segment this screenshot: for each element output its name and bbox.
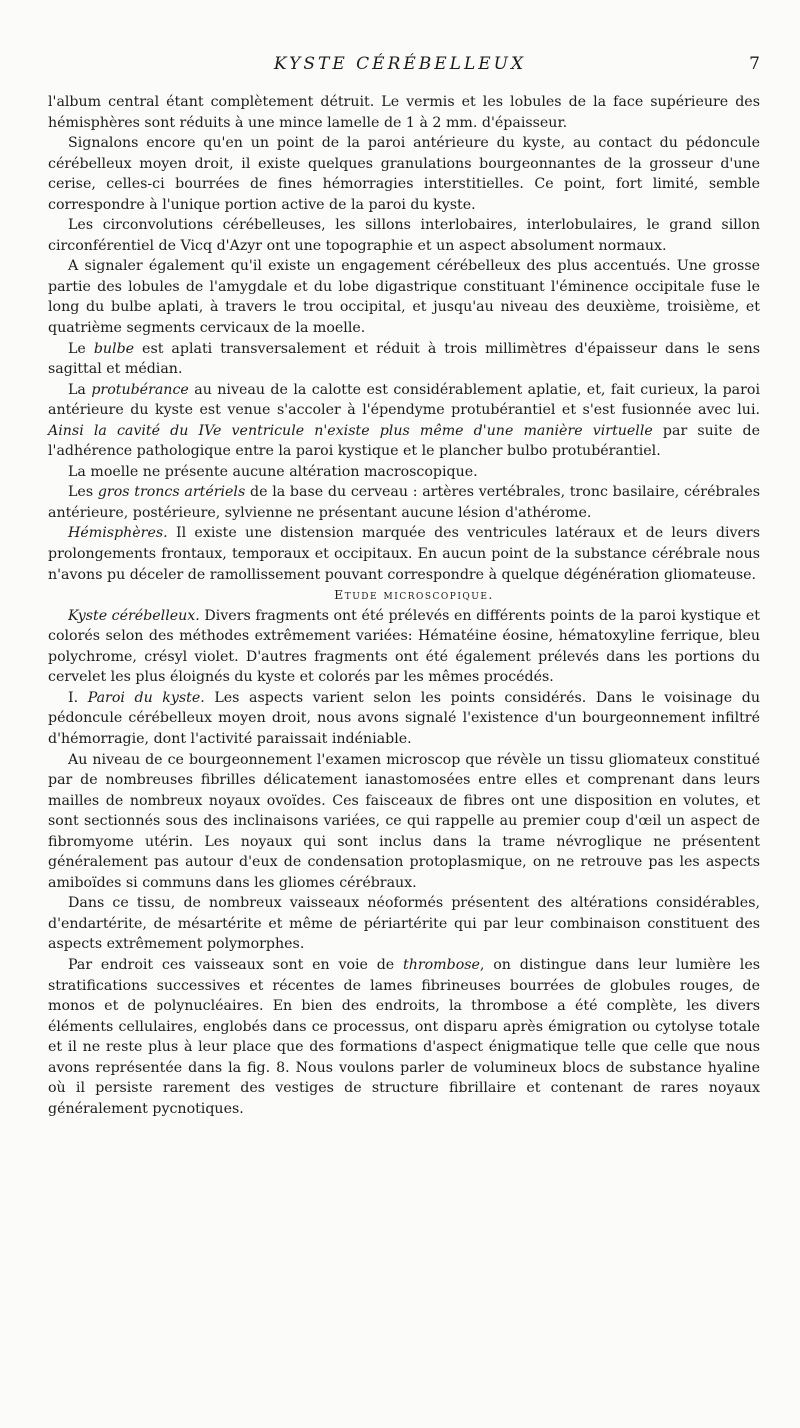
text-run: Divers fragments ont été prélevés en différents points de la paroi kystique et colorés selon des méthodes extrêmement variées: Hématéine éosine, hématoxyline ferrique, bleu polychrome, crésyl violet. D'autres fragments ont été également prélevés dans les portions du cervelet les plus éloignés du kyste et colorés par les mêmes procédés. — [48, 607, 760, 686]
text-run: au niveau de la calotte est considérablement aplatie, et, fait curieux, la paroi antérieure du kyste est venue s'accoler à l'épendyme protubérantiel et s'est fusionnée avec lui. — [48, 381, 760, 419]
paragraph: Dans ce tissu, de nombreux vaisseaux néoformés présentent des altérations considérables, d'endartérite, de mésartérite et même de périartérite qui par leur combinaison constituent des aspects extrêmement polymorphes. — [48, 895, 760, 953]
paragraph — [48, 523, 760, 585]
text-run: Le — [68, 340, 94, 357]
paragraph — [48, 688, 760, 750]
text-run: est aplati transversalement et réduit à trois millimètres d'épaisseur dans le sens sagittal et médian. — [48, 340, 760, 378]
paragraph: A signaler également qu'il existe un engagement cérébelleux des plus accentués. Une grosse partie des lobules de l'amygdale et du lobe digastrique constituant l'éminence occipitale fuse le long du bulbe aplati, à travers le trou occipital, et jusqu'au niveau des deuxième, troisième, et quatrième segments cervicaux de la moelle. — [48, 258, 760, 337]
paragraph: La moelle ne présente aucune altération macroscopique. — [68, 463, 478, 480]
text-run: Les aspects varient selon les points considérés. Dans le voisinage du pédoncule cérébelleux moyen droit, nous avons signalé l'existence d'un bourgeonnement infiltré d'hémorragie, dont l'activité paraissait indéniable. — [48, 689, 760, 747]
paragraph — [48, 606, 760, 688]
paragraph — [48, 482, 760, 523]
text-run: de la base du cerveau : artères vertébrales, tronc basilaire, cérébrales antérieure, postérieure, sylvienne ne présentant aucune lésion d'athérome. — [48, 484, 761, 521]
italic-term: Hémisphères. — [68, 525, 168, 542]
paragraph — [48, 955, 760, 1119]
running-title: KYSTE CÉRÉBELLEUX — [273, 54, 527, 74]
page-number: 7 — [749, 54, 760, 74]
italic-term: thrombose — [403, 956, 480, 973]
italic-term: bulbe — [93, 340, 135, 357]
paragraph: l'album central étant complètement détruit. Le vermis et les lobules de la face supérieure des hémisphères sont réduits à une mince lamelle de 1 à 2 mm. d'épaisseur. — [48, 94, 760, 131]
text-run: Par endroit ces vaisseaux sont en voie de — [68, 956, 403, 973]
paragraph — [48, 339, 760, 380]
text-run: , on distingue dans leur lumière les stratifications successives et récentes de lames fibrineuses bourrées de globules rouges, de monos et de polynucléaires. En bien des endroits, la thrombose a été complète, les divers éléments cellulaires, englobés dans ce processus, ont disparu après émigration ou cytolyse totale et il ne reste plus à leur place que des formations d'aspect énigmatique telle que celle que nous avons représentée dans la fig. 8. Nous voulons parler de volumineux blocs de substance hyaline où il persiste rarement des vestiges de structure fibrillaire et contenant de rares noyaux généralement pycnotiques. — [48, 956, 761, 1117]
italic-term: Kyste cérébelleux. — [68, 607, 200, 624]
paragraph: Les circonvolutions cérébelleuses, les sillons interlobaires, interlobulaires, le grand sillon circonférentiel de Vicq d'Azyr ont une topographie et un aspect absolument normaux. — [48, 217, 760, 254]
text-run: Il existe une distension marquée des ventricules latéraux et de leurs divers prolongements frontaux, temporaux et occipitaux. En aucun point de la substance cérébrale nous n'avons pu déceler de ramollissement pouvant correspondre à quelque dégénération gliomateuse. — [48, 525, 760, 583]
section-title: Etude microscopique. — [334, 587, 494, 603]
paragraph — [48, 380, 760, 462]
text-run: I. — [68, 689, 88, 706]
text-run: La — [68, 381, 92, 398]
italic-term: gros troncs artériels — [97, 484, 246, 501]
paragraph: Signalons encore qu'en un point de la paroi antérieure du kyste, au contact du pédoncule cérébelleux moyen droit, il existe quelques granulations bourgeonnantes de la grosseur d'une cerise, celles-ci bourrées de fines hémorragies interstitielles. Ce point, fort limité, semble correspondre à l'unique portion active de la paroi du kyste. — [48, 135, 760, 213]
text-run: Les — [68, 484, 98, 501]
italic-term: protubérance — [91, 381, 189, 398]
text-run: par suite de l'adhérence pathologique entre la paroi kystique et le plancher bulbo protubérantiel. — [48, 422, 760, 460]
paragraph: Au niveau de ce bourgeonnement l'examen microscop que révèle un tissu gliomateux constitué par de nombreuses fibrilles délicatement ianastomosées entre elles et comprenant dans leurs mailles de nombreux noyaux ovoïdes. Ces faisceaux de fibres ont une disposition en volutes, et sont sectionnés sous des inclinaisons variées, ce qui rappelle au premier coup d'œil un aspect de fibromyome utérin. Les noyaux qui sont inclus dans la trame névroglique ne présentent généralement pas autour d'eux de condensation protoplasmique, on ne retrouve pas les aspects amiboïdes si communs dans les gliomes cérébraux. — [48, 751, 760, 891]
page-header — [0, 54, 800, 82]
body-text — [48, 92, 760, 1119]
italic-term: Paroi du kyste. — [87, 689, 205, 706]
italic-sentence: Ainsi la cavité du IVe ventricule n'existe plus même d'une manière virtuelle — [48, 422, 653, 439]
